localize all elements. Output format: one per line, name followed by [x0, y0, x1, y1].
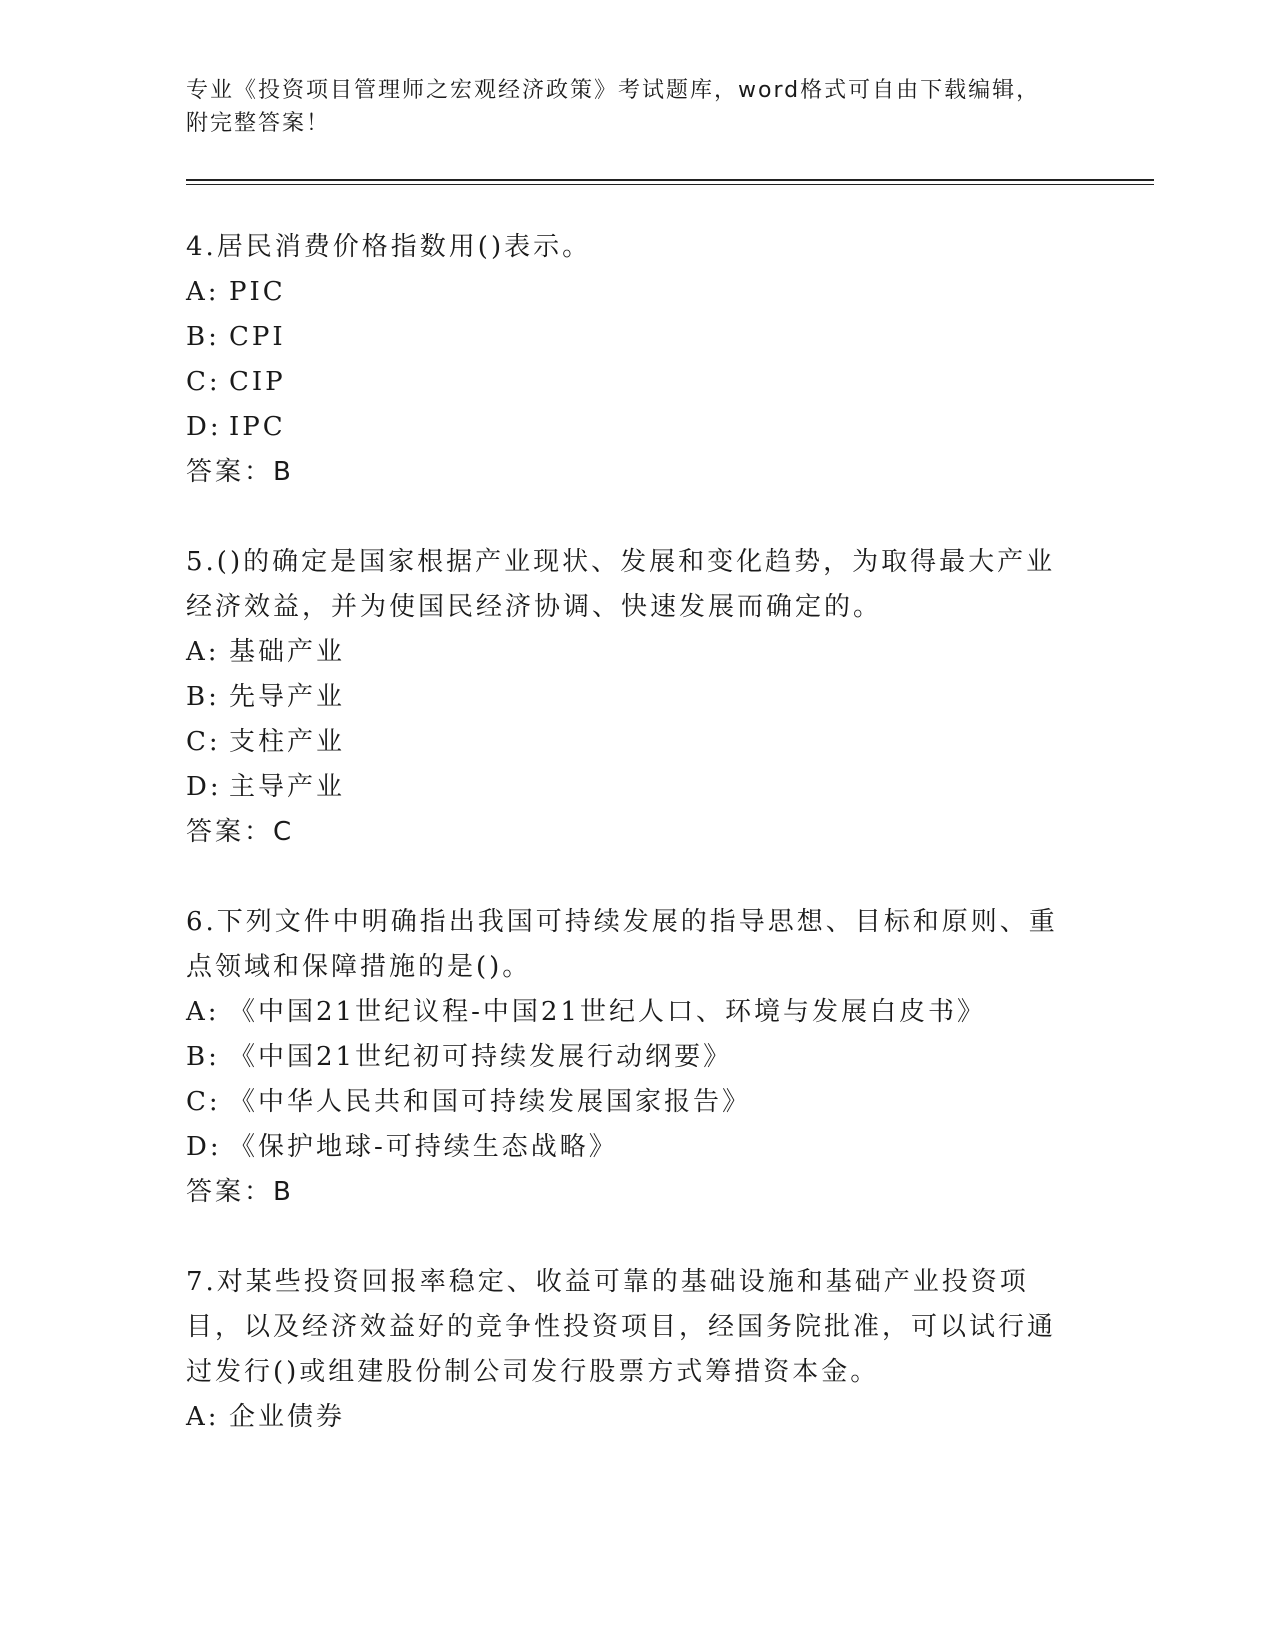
question-stem: 5.()的确定是国家根据产业现状、发展和变化趋势，为取得最大产业经济效益，并为使国民经济协调、快速发展而确定的。 — [186, 547, 1056, 622]
option-letter: C: — [186, 727, 221, 757]
option-letter: B: — [186, 322, 220, 352]
option-text: PIC — [229, 277, 286, 307]
option-letter: A: — [186, 1402, 220, 1432]
option-text: 先导产业 — [229, 682, 346, 712]
option-c — [186, 720, 1066, 765]
question-stem: 6.下列文件中明确指出我国可持续发展的指导思想、目标和原则、重点领域和保障措施的是()。 — [186, 907, 1058, 982]
option-text: CPI — [229, 322, 286, 352]
option-b — [186, 675, 1066, 720]
answer-line: 答案：C — [186, 817, 295, 847]
option-text: 《中国21世纪初可持续发展行动纲要》 — [229, 1042, 733, 1072]
option-text: 《中华人民共和国可持续发展国家报告》 — [229, 1087, 752, 1117]
question-6 — [186, 900, 1066, 1215]
option-letter: D: — [186, 772, 222, 802]
header-line-1: 专业《投资项目管理师之宏观经济政策》考试题库，word格式可自由下载编辑， — [186, 78, 1041, 103]
question-list — [186, 225, 1066, 1485]
option-text: 主导产业 — [229, 772, 346, 802]
option-c — [186, 1080, 1066, 1125]
option-letter: C: — [186, 367, 221, 397]
option-letter: A: — [186, 277, 220, 307]
header-divider — [186, 179, 1154, 181]
option-d — [186, 405, 1066, 450]
document-header — [186, 74, 1046, 140]
option-letter: A: — [186, 997, 220, 1027]
option-text: 基础产业 — [229, 637, 346, 667]
question-stem: 7.对某些投资回报率稳定、收益可靠的基础设施和基础产业投资项目，以及经济效益好的竞争性投资项目，经国务院批准，可以试行通过发行()或组建股份制公司发行股票方式筹措资本金。 — [186, 1267, 1057, 1387]
question-stem: 4.居民消费价格指数用()表示。 — [186, 232, 592, 262]
option-letter: B: — [186, 682, 220, 712]
question-4 — [186, 225, 1066, 495]
option-a — [186, 630, 1066, 675]
option-text: 支柱产业 — [229, 727, 346, 757]
header-line-2: 附完整答案！ — [186, 111, 331, 136]
header-divider-thin — [186, 184, 1154, 185]
answer-line: 答案：B — [186, 457, 294, 487]
option-b — [186, 315, 1066, 360]
option-text: IPC — [229, 412, 286, 442]
option-a — [186, 990, 1066, 1035]
option-letter: D: — [186, 1132, 222, 1162]
question-5 — [186, 540, 1066, 855]
option-a — [186, 1395, 1066, 1440]
option-c — [186, 360, 1066, 405]
option-d — [186, 1125, 1066, 1170]
answer-line: 答案：B — [186, 1177, 294, 1207]
option-text: 《中国21世纪议程-中国21世纪人口、环境与发展白皮书》 — [229, 997, 986, 1027]
option-d — [186, 765, 1066, 810]
option-b — [186, 1035, 1066, 1080]
option-text: CIP — [229, 367, 286, 397]
option-text: 《保护地球-可持续生态战略》 — [229, 1132, 618, 1162]
option-letter: D: — [186, 412, 222, 442]
option-a — [186, 270, 1066, 315]
option-text: 企业债券 — [229, 1402, 346, 1432]
question-7 — [186, 1260, 1066, 1440]
option-letter: A: — [186, 637, 220, 667]
option-letter: B: — [186, 1042, 220, 1072]
option-letter: C: — [186, 1087, 221, 1117]
